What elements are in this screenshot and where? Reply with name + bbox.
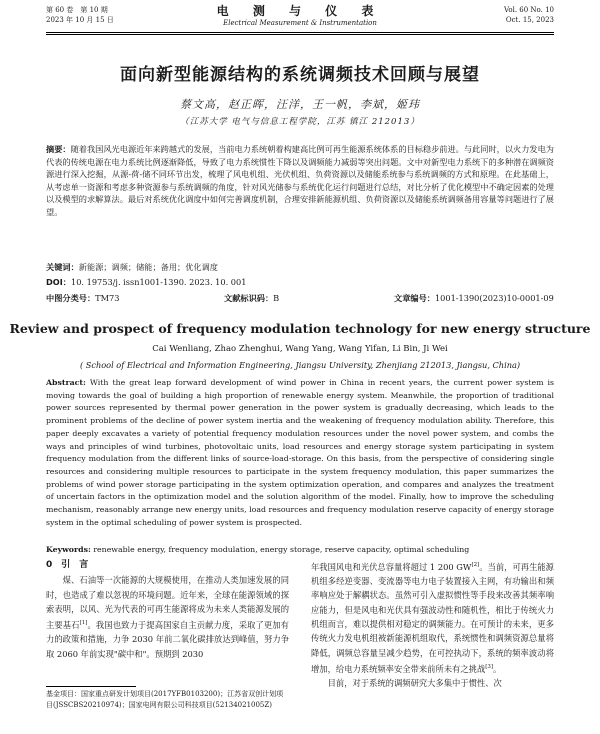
journal-name-cn: 电 测 与 仪 表 [216,4,384,18]
section-heading: 0 引 言 [46,560,89,570]
classification-row [46,293,554,305]
keywords-cn [46,262,554,273]
article-no-label: 文章编号： [394,293,435,303]
doc-code-value: B [273,293,280,303]
intro-text-right-c: 。 [493,663,502,674]
intro-text-left: 煤、石油等一次能源的大规模使用，在推动人类加速发展的同时，也造成了难以忽视的环境问题。近年来，全球在能源领域的探索表明，以风、光为代表的可再生能源将成为未来人类能源发展的主要基石 [46,575,289,630]
abstract-cn-label: 摘要： [46,144,71,154]
article-no-value: 1001-1390(2023)10-0001-09 [434,293,554,303]
doi-text: 10. 19753/j. issn1001-1390. 2023. 10. 001 [71,277,247,287]
volume-issue-en: Vol. 60 No. 10 [503,6,554,14]
intro-paragraph-right-2: 目前，对于系统的调频研究大多集中于惯性、次 [327,677,502,688]
footnote-rule [46,686,136,687]
doc-code-label: 文献标识码： [224,293,274,303]
affiliation-en: ( School of Electrical and Information Engineering, Jiangsu University, Zhenjiang 212013, Jiangsu, China) [79,360,521,370]
authors-en: Cai Wenliang, Zhao Zhenghui, Wang Yang, Wang Yifan, Li Bin, Ji Wei [152,344,448,354]
keywords-en [46,544,554,555]
doi-label: DOI： [46,277,71,287]
doc-code-field [224,293,280,304]
keywords-en-label: Keywords: [46,545,91,554]
paper-title-cn: 面向新型能源结构的系统调频技术回顾与展望 [120,65,480,85]
header-rule-thin [46,34,554,35]
citation-1: [1] [79,620,88,627]
body-column-left [46,558,289,661]
running-header [46,5,554,35]
funding-footnote: 基金项目：国家重点研发计划项目(2017YFB0103200)；江苏省双创计划项目(JSSCBS20210974)；国家电网有限公司科技项目(52134021005Z) [46,690,284,709]
intro-paragraph-right [311,558,554,676]
clc-label: 中图分类号： [46,293,96,303]
volume-issue-cn: 第 60 卷 第 10 期 [46,6,108,14]
header-center [46,5,554,28]
keywords-en-text: renewable energy, frequency modulation, energy storage, reserve capacity, optimal scheduling [93,545,470,554]
paper-title-en: Review and prospect of frequency modulation technology for new energy structure [9,321,591,336]
intro-text-right-b: 。当前，可再生能源机组多经逆变器、变流器等电力电子装置接入主网，有功输出和频率响应处于解耦状态。虽然可引入虚拟惯性等手段来改善其频率响应能力，但是风电和光伏具有强波动性和随机性，相比于传统火力机组而言，难以提供相对稳定的调频能力。在可预计的未来，更多传统火力发电机组被新能源机组取代，系统惯性和调频资源总量将降低，调频总容量呈减少趋势，在可控执动下，系统的频率波动将增加，给电力系统频率安全带来前所未有之挑战 [311,561,554,674]
body-column-right [311,558,554,690]
clc-field [46,293,120,304]
journal-name-en: Electrical Measurement & Instrumentation [223,19,377,27]
authors-cn: 蔡文高，赵正晖，汪洋，王一帆，李斌，姬玮 [180,98,420,111]
intro-text-left-2: 。我国也致力于提高国家自主贡献力度，采取了更加有力的政策和措施，力争 2030 年前二氧化碳排放达到峰值，努力争取 2060 年前实现"碳中和"。预期到 2030 [46,619,289,659]
keywords-cn-text: 新能源；调频；储能；备用；优化调度 [78,262,218,272]
keywords-cn-label: 关键词： [46,262,79,272]
abstract-en-label: Abstract: [46,378,86,387]
intro-paragraph-left [46,573,289,661]
header-right [504,5,554,25]
date-en: Oct. 15, 2023 [505,16,554,24]
abstract-en-text: With the great leap forward development of wind power in China in recent years, the current power system is moving towards the goal of building a high proportion of renewable energy system. Meanwhile, the proportion of traditional power sources represented by thermal power generation in the power system is gradually decreasing, which leads to the prominent problems of the decline of power system inertia and the weakening of frequency modulation ability. Therefore, this paper deeply excavates a variety of potential frequency modulation resources under the novel power system, and combs the ways and principles of wind turbines, photovoltaic units, load resources and energy storage system participating in system frequency modulation from the different links of source-load-storage. On this basis, from the perspective of considering single resources and considering multiple resources to participate in the system frequency modulation, this paper summarizes the problems of wind power storage participating in the system optimization operation, and compares and analyzes the treatment of uncertain factors in the optimization model and the solution algorithm of the model. Finally, how to improve the scheduling mechanism, reasonably arrange new energy units, load resources and frequency modulation reserve capacity of energy storage system in the optimal scheduling of power system is prospected. [46,378,554,527]
doi [46,277,246,288]
affiliation-cn: （江苏大学 电气与信息工程学院，江苏 镇江 212013） [180,117,420,127]
clc-value: TM73 [95,293,120,303]
citation-2: [2] [471,562,480,568]
abstract-cn-text: 随着我国风光电源近年来跨越式的发展，当前电力系统朝着构建高比例可再生能源系统体系的目标稳步前进。与此同时，以火力发电为代表的传统电源在电力系统比例逐渐降低，导致了电力系统惯性下降以及调频能力减弱等突出问题。文中对新型电力系统下的多种潜在调频资源进行深入挖掘，从源-荷-储不同环节出发，梳理了风电机组、光伏机组、负荷资源以及储能系统参与系统调频的方式和原理。在此基础上，从考虑单一资源和考虑多种资源参与系统调频的角度，针对风光储参与系统优化运行问题进行总结，对比分析了优化模型中不确定因素的处理以及模型的求解算法。最后对系统优化调度中如何完善调度机制，合理安排新能源机组、负荷资源以及储能系统调频备用容量等问题进行了展望。 [46,144,554,217]
header-rule-thick [46,32,554,33]
date-cn: 2023 年 10 月 15 日 [46,16,114,24]
citation-3: [3] [485,663,494,670]
intro-text-right-a: 年我国风电和光伏总容量将超过 1 200 GW [311,561,472,572]
abstract-en [46,377,554,529]
article-no-field [394,293,554,304]
abstract-cn [46,143,554,219]
